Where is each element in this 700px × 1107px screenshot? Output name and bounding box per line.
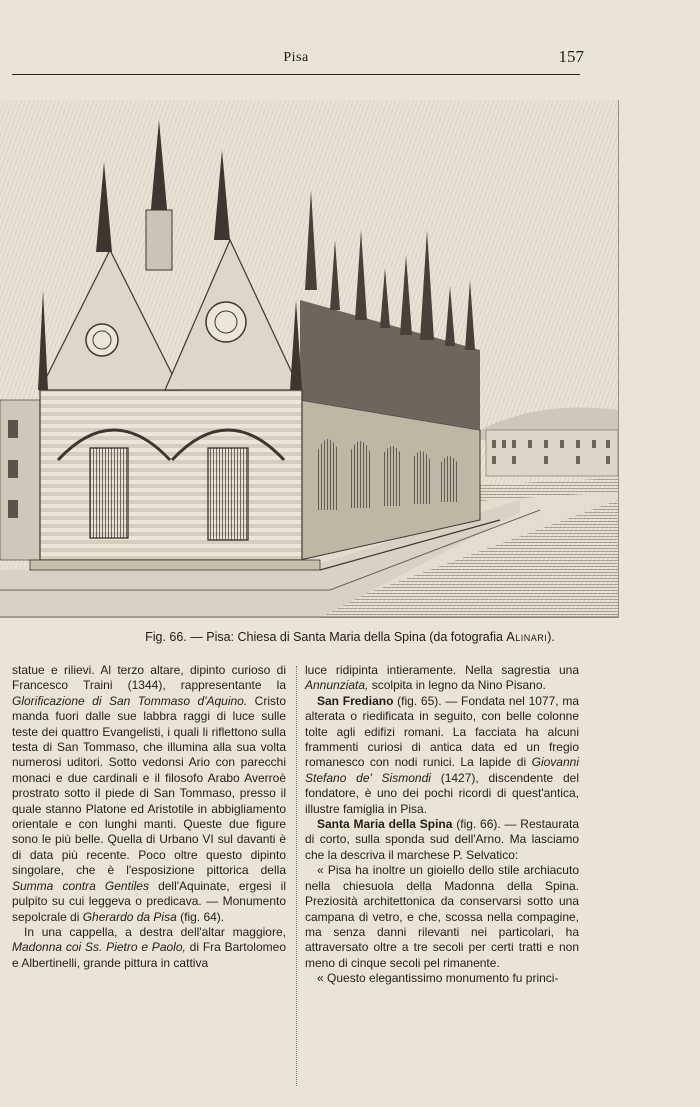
artwork-title: Gherardo da Pisa bbox=[82, 909, 177, 924]
right-paragraph-4: « Pisa ha inoltre un gioiello dello stile archiacuto nella chiesuola della Madonna della Spina. Preziosità architettonica da conservarsi sotto una campana di vetro, e che, scossa nella compagine, ma senza danni rilevanti nei particolari, ha attraversato oltre a tre secoli per certi tratti e non meno di cinque secoli pel rimanente. bbox=[305, 863, 579, 970]
caption-tail: ). bbox=[547, 630, 555, 644]
artwork-title: Summa contra Gentiles bbox=[12, 878, 149, 893]
text-span: di Fra Bartolomeo e Albertinelli, grande pittura in cattiva bbox=[12, 940, 286, 970]
page-header bbox=[12, 44, 584, 75]
text-span: Cristo manda fuori dalle sue labbra raggi di luce sulle teste dei quattro Evangelisti, i quali li riflettono sulla testa di San Tommaso, che illumina alla sua volta numerosi uditori. Sotto vedonsi Ario con parecchi monaci e due cardinali e il filosofo Arabo Averroè prostrato sotto il piede di San Tommaso, presso il quale stanno Platone ed Aristotile in abbigliamento orientale e con lunghi manti. Queste due figure sono le più belle. Quella di Urbano VI sul davanti è di data più recente. Poco oltre questo dipinto singolare, che è l'esposizione pittorica della bbox=[12, 693, 286, 878]
text-span: In una cappella, a destra dell'altar maggiore, bbox=[24, 924, 286, 939]
page-number: 157 bbox=[558, 47, 584, 66]
running-head: Pisa bbox=[283, 50, 309, 65]
right-paragraph-3 bbox=[305, 817, 579, 863]
right-paragraph-2 bbox=[305, 694, 579, 817]
text-span: (fig. 64). bbox=[176, 909, 225, 924]
text-span: scolpita in legno da Nino Pisano. bbox=[368, 678, 546, 693]
text-span: (fig. 65). — Fondata nel 1077, ma alterata o riedificata in seguito, con belle colonne tolte agli edifizi romani. La facciata ha alcuni frammenti curiosi di antica data ed un fregio romanesco con nodi runici. La lapide di bbox=[305, 693, 580, 770]
figure-caption bbox=[0, 630, 700, 644]
right-paragraph-1 bbox=[305, 663, 579, 694]
artwork-title: Giovanni Stefano de' Sismondi bbox=[305, 755, 579, 785]
artwork-title: Annunziata, bbox=[305, 678, 369, 693]
caption-credit: Alinari bbox=[506, 630, 548, 644]
text-span: luce ridipinta intieramente. Nella sagrestia una bbox=[305, 663, 579, 677]
text-span: (fig. 66). — Restaurata di corto, sulla sponda sud dell'Arno. Ma lasciamo che la descriva il marchese P. Selvatico: bbox=[305, 817, 580, 862]
right-paragraph-5: « Questo elegantissimo monumento fu princi- bbox=[317, 971, 559, 986]
church-illustration-icon bbox=[0, 100, 619, 618]
text-span: (1427), discendente del fondatore, è uno dei pochi ricordi di quest'antica, illustre famiglia in Pisa. bbox=[305, 770, 579, 816]
artwork-title: Glorificazione di San Tommaso d'Aquino. bbox=[12, 693, 248, 708]
left-paragraph-2 bbox=[12, 925, 286, 971]
artwork-title: Madonna coi Ss. Pietro e Paolo, bbox=[12, 940, 186, 955]
text-span: statue e rilievi. Al terzo altare, dipinto curioso di Francesco Traini (1344), rappresentante la bbox=[12, 663, 286, 693]
caption-lead: Fig. 66. — Pisa: Chiesa di Santa Maria della Spina (da fotografia bbox=[145, 630, 507, 644]
left-paragraph-1 bbox=[12, 663, 286, 925]
engraving-svg bbox=[0, 100, 618, 618]
entry-heading: Santa Maria della Spina bbox=[317, 817, 453, 832]
text-span: dell'Aquinate, ergesi il pulpito su cui leggeva o predicava. — Monumento sepolcrale di bbox=[12, 878, 286, 924]
column-divider bbox=[296, 666, 297, 1086]
right-column bbox=[305, 663, 579, 987]
left-column bbox=[12, 663, 286, 971]
entry-heading: San Frediano bbox=[317, 693, 394, 708]
